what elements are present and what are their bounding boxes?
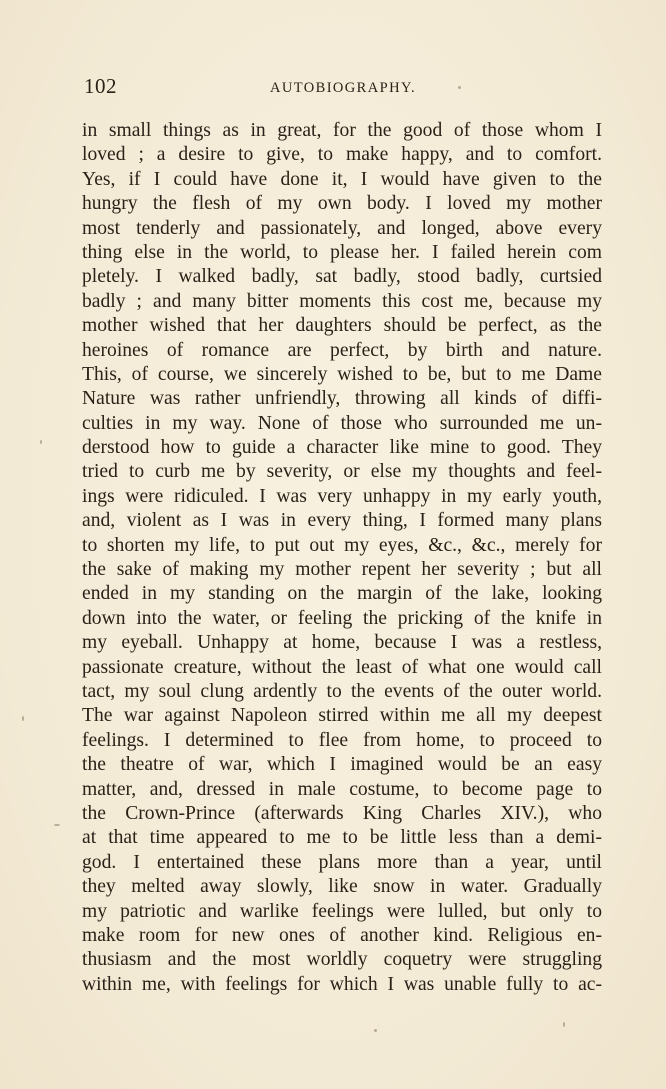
text-line: thing else in the world, to please her. I failed herein com [82,241,602,263]
text-line: most tenderly and passionately, and longed, above every [82,217,602,239]
text-line: ings were ridiculed. I was very unhappy in my early youth, [82,485,602,507]
text-line: mother wished that her daughters should be perfect, as the [82,315,602,337]
body-text [82,119,602,997]
text-line: at that time appeared to me to be little less than a demi- [82,827,602,849]
text-line: god. I entertained these plans more than a year, until [82,851,602,873]
text-line: This, of course, we sincerely wished to be, but to me Dame [82,363,602,385]
text-line: make room for new ones of another kind. Religious en- [82,924,602,946]
text-line: tried to curb me by severity, or else my thoughts and feel- [82,461,602,483]
text-line: my patriotic and warlike feelings were lulled, but only to [82,900,602,922]
text-line: loved ; a desire to give, to make happy, and to comfort. [82,144,602,166]
text-line: culties in my way. None of those who surrounded me un- [82,412,602,434]
text-line: feelings. I determined to flee from home, to proceed to [82,729,602,751]
text-line: and, violent as I was in every thing, I formed many plans [82,510,602,532]
text-line: passionate creature, without the least of what one would call [82,656,602,678]
paper-speck [22,716,24,721]
text-line: to shorten my life, to put out my eyes, &c., &c., merely for [82,534,602,556]
paper-speck [563,1022,565,1027]
text-line: thusiasm and the most worldly coquetry were struggling [82,949,602,971]
running-title: AUTOBIOGRAPHY. [270,80,416,96]
text-line: pletely. I walked badly, sat badly, stood badly, curtsied [82,266,602,288]
paper-speck [374,1029,377,1032]
text-line: they melted away slowly, like snow in water. Gradually [82,876,602,898]
text-line: in small things as in great, for the good of those whom I [82,120,602,141]
text-line: hungry the flesh of my own body. I loved my mother [82,193,602,215]
text-line: Yes, if I could have done it, I would have given to the [82,168,602,190]
text-line: ended in my standing on the margin of the lake, looking [82,583,602,605]
text-line: derstood how to guide a character like mine to good. They [82,437,602,459]
text-line: heroines of romance are perfect, by birth and nature. [82,339,602,361]
text-line: my eyeball. Unhappy at home, because I was a restless, [82,632,602,654]
text-line: Nature was rather unfriendly, throwing all kinds of diffi- [82,388,602,410]
text-line: tact, my soul clung ardently to the events of the outer world. [82,680,602,702]
text-line: the theatre of war, which I imagined would be an easy [82,754,602,776]
page-header [84,74,602,104]
page-number: 102 [84,74,117,98]
text-line: badly ; and many bitter moments this cost me, because my [82,290,602,312]
text-line: The war against Napoleon stirred within me all my deepest [82,705,602,727]
text-line: the Crown-Prince (afterwards King Charles XIV.), who [82,802,602,824]
text-line: down into the water, or feeling the pricking of the knife in [82,607,602,629]
paper-speck [40,440,42,444]
text-line: matter, and, dressed in male costume, to become page to [82,778,602,800]
paper-speck [54,824,60,826]
text-line: within me, with feelings for which I was unable fully to ac- [82,973,602,995]
paper-speck [458,86,461,89]
text-line: the sake of making my mother repent her severity ; but all [82,559,602,581]
